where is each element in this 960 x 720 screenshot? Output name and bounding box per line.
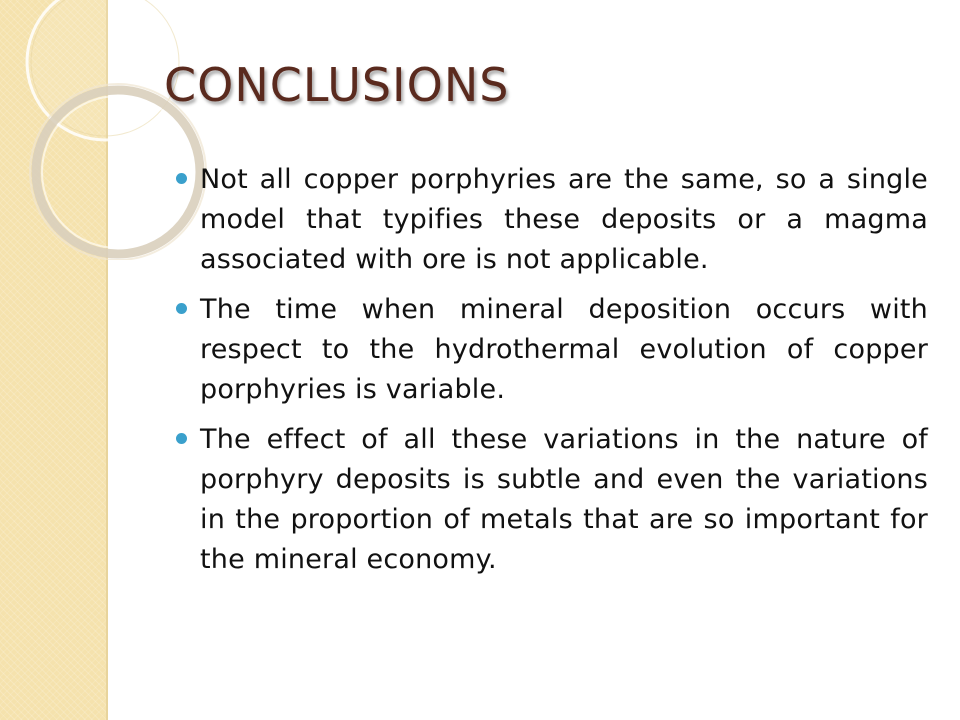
- bullet-dot-icon: [176, 173, 187, 184]
- bullet-text: The effect of all these variations in the nature of porphyry deposits is subtle and even the variations in the proportion of metals that are so important for the mineral economy.: [200, 424, 928, 575]
- bullet-item: [176, 290, 928, 410]
- bullet-text: Not all copper porphyries are the same, so a single model that typifies these deposits or a magma associated with ore is not applicable.: [200, 164, 928, 275]
- bullet-item: [176, 160, 928, 280]
- bullet-item: [176, 420, 928, 580]
- bullet-list: [176, 160, 928, 590]
- bullet-text: The time when mineral deposition occurs with respect to the hydrothermal evolution of copper porphyries is variable.: [200, 294, 928, 405]
- slide-title: CONCLUSIONS: [164, 58, 510, 112]
- bullet-dot-icon: [176, 433, 187, 444]
- bullet-dot-icon: [176, 303, 187, 314]
